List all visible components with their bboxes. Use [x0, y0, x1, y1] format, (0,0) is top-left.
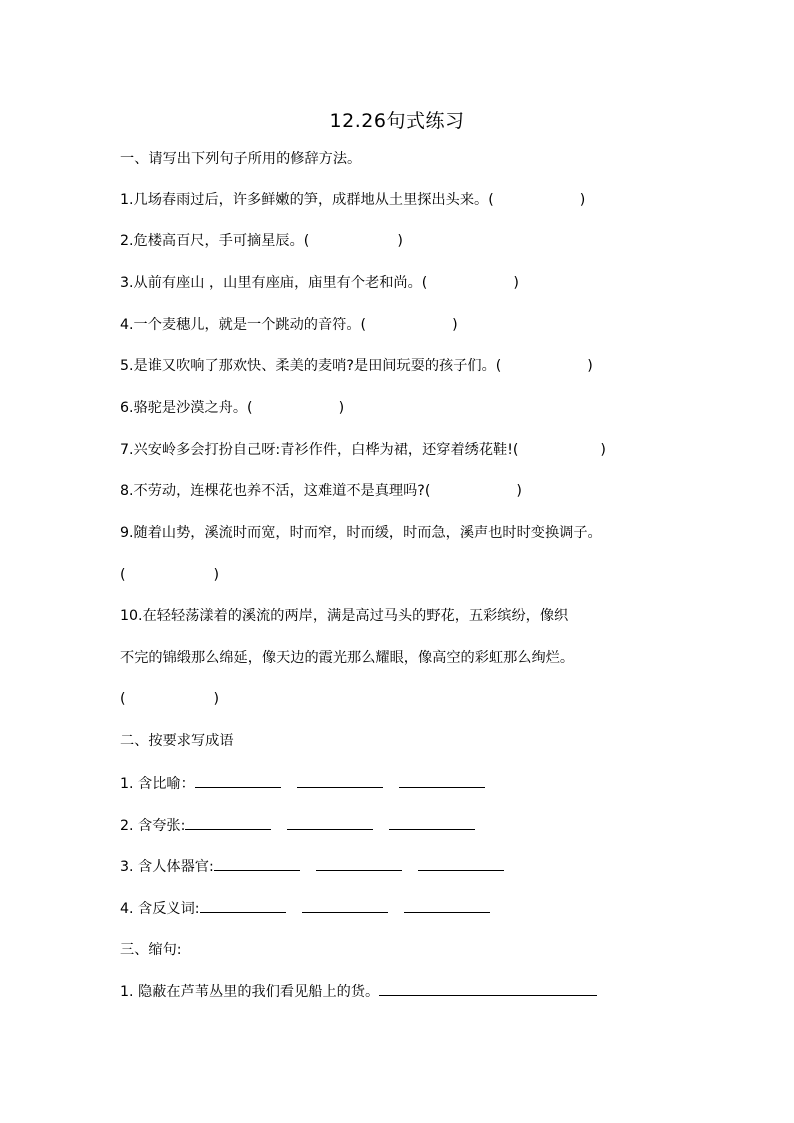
question-1-7 [120, 440, 606, 460]
answer-blank[interactable] [399, 773, 485, 788]
answer-blank[interactable] [316, 856, 402, 871]
open-paren: ( [120, 567, 126, 583]
answer-blank[interactable] [214, 856, 300, 871]
close-paren: ) [338, 400, 345, 416]
answer-blank[interactable] [389, 815, 475, 830]
question-text: 7.兴安岭多会打扮自己呀:青衫作件，白桦为裙，还穿着绣花鞋!( [120, 442, 519, 458]
question-1-8 [120, 481, 522, 501]
answer-blank[interactable] [185, 815, 271, 830]
close-paren: ) [397, 233, 403, 249]
question-text: 5.是谁又吹响了那欢快、柔美的麦哨?是田间玩耍的孩子们。( [120, 358, 502, 374]
question-text: 3.从前有座山 ，山里有座庙，庙里有个老和尚。( [120, 275, 428, 291]
idiom-row-2 [120, 815, 475, 836]
close-paren: ) [600, 442, 606, 458]
idiom-label: 1. 含比喻： [120, 776, 195, 792]
idiom-row-1 [120, 773, 485, 794]
section3-heading: 三、缩句: [120, 942, 182, 958]
question-text: 4.一个麦穗儿，就是一个跳动的音符。( [120, 317, 367, 333]
idiom-row-4 [120, 898, 490, 919]
question-text: 2.危楼高百尺，手可摘星辰。( [120, 233, 310, 249]
question-1-2 [120, 231, 403, 251]
idiom-label: 3. 含人体器官: [120, 859, 214, 875]
close-paren: ) [513, 275, 519, 291]
close-paren: ) [213, 567, 220, 583]
answer-blank[interactable] [302, 898, 388, 913]
answer-blank[interactable] [287, 815, 373, 830]
answer-blank[interactable] [379, 981, 597, 996]
answer-blank[interactable] [297, 773, 383, 788]
section1-heading: 一、请写出下列句子所用的修辞方法。 [120, 151, 362, 167]
question-1-10-line1: 10.在轻轻荡漾着的溪流的两岸，满是高过马头的野花，五彩缤纷，像织 [120, 608, 569, 624]
question-1-3 [120, 273, 519, 293]
idiom-label: 2. 含夸张: [120, 818, 186, 834]
question-1-4 [120, 315, 458, 335]
question-text: 9.随着山势，溪流时而宽，时而窄，时而缓，时而急，溪声也时时变换调子。 [120, 525, 602, 541]
close-paren: ) [213, 691, 220, 707]
answer-parens-9 [120, 565, 219, 585]
close-paren: ) [579, 192, 586, 208]
question-1-9 [120, 523, 602, 543]
question-text: 1.几场春雨过后，许多鲜嫩的笋，成群地从土里探出头来。( [120, 192, 494, 208]
close-paren: ) [452, 317, 458, 333]
question-text: 1. 隐蔽在芦苇丛里的我们看见船上的货。 [120, 984, 380, 1000]
close-paren: ) [587, 358, 593, 374]
question-1-6 [120, 398, 344, 418]
question-1-5 [120, 356, 593, 376]
answer-blank[interactable] [418, 856, 504, 871]
answer-blank[interactable] [200, 898, 286, 913]
answer-blank[interactable] [404, 898, 490, 913]
page-title: 12.26句式练习 [329, 110, 465, 132]
answer-blank[interactable] [195, 773, 281, 788]
question-text: 8.不劳动，连棵花也养不活，这难道不是真理吗?( [120, 483, 431, 499]
condense-question-1 [120, 981, 597, 1002]
question-1-1 [120, 190, 585, 210]
open-paren: ( [120, 691, 126, 707]
close-paren: ) [516, 483, 522, 499]
section2-heading: 二、按要求写成语 [120, 733, 234, 749]
question-1-10-line2: 不完的锦缎那么绵延，像天边的霞光那么耀眼，像高空的彩虹那么绚烂。 [120, 650, 575, 666]
answer-parens-10 [120, 689, 219, 709]
question-text: 6.骆驼是沙漠之舟。( [120, 400, 253, 416]
idiom-row-3 [120, 856, 504, 877]
idiom-label: 4. 含反义词: [120, 901, 200, 917]
